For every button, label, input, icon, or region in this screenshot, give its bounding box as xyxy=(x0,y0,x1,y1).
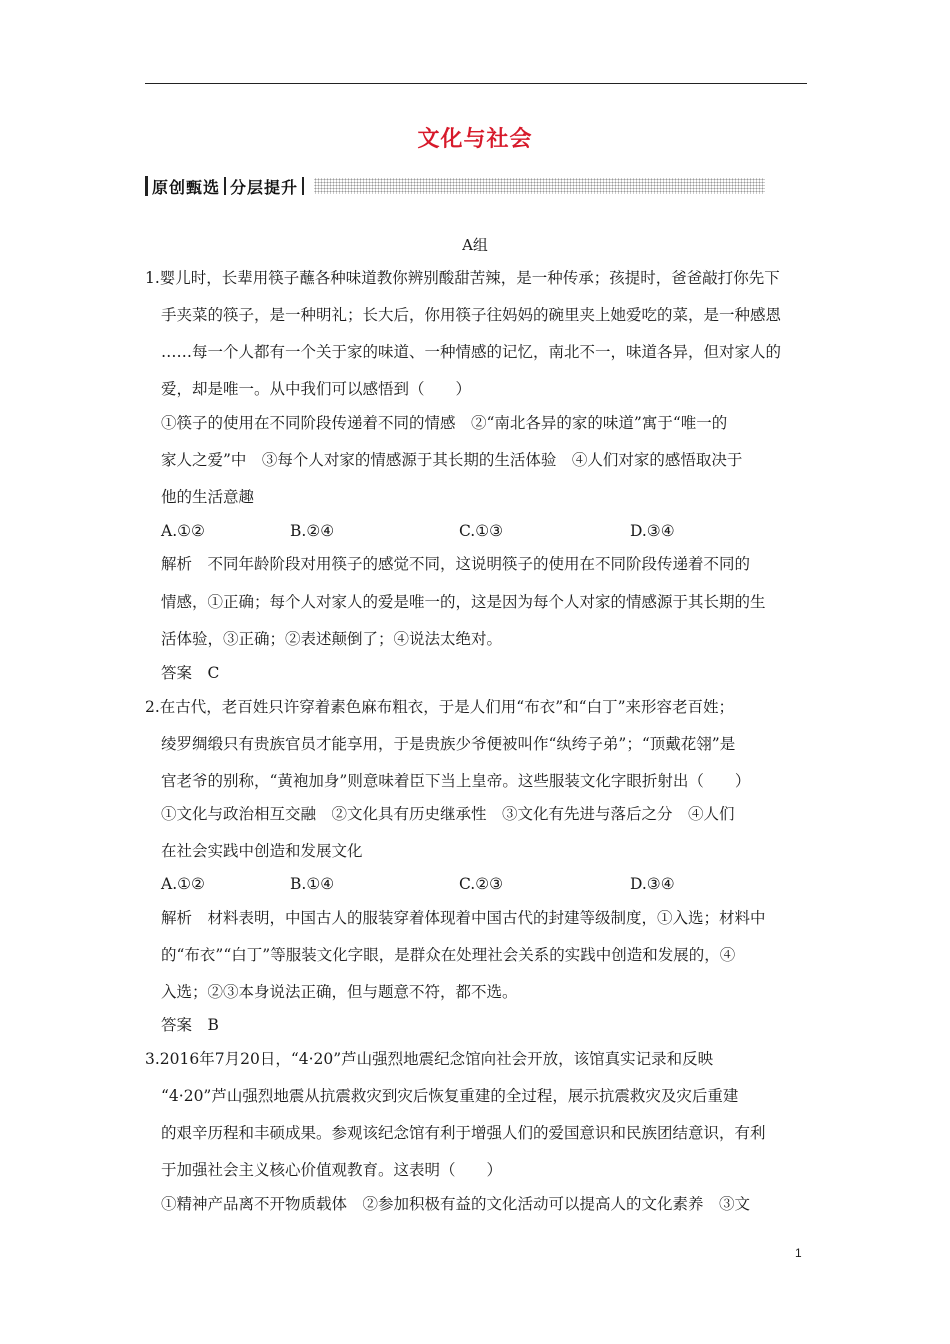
q1-stem-line: 手夹菜的筷子，是一种明礼；长大后，你用筷子往妈妈的碗里夹上她爱吃的菜，是一种感恩 xyxy=(161,306,782,324)
q2-analysis-line: 入选；②③本身说法正确，但与题意不符，都不选。 xyxy=(161,983,518,1001)
page-title: 文化与社会 xyxy=(417,126,533,152)
q3-stem-line: 的艰辛历程和丰硕成果。参观该纪念馆有利于增强人们的爱国意识和民族团结意识，有利 xyxy=(161,1124,766,1142)
banner-separator xyxy=(302,177,304,195)
banner-dot-pattern xyxy=(314,178,765,194)
q2-option-a: A.①② xyxy=(161,875,205,893)
q2-option-d: D.③④ xyxy=(630,875,675,893)
banner-bar xyxy=(145,176,148,196)
q2-stem-line: 绫罗绸缎只有贵族官员才能享用，于是贵族少爷便被叫作“纨绔子弟”；“顶戴花翎”是 xyxy=(161,735,736,753)
q1-option-c: C.①③ xyxy=(459,522,504,540)
q1-statement-line: ①筷子的使用在不同阶段传递着不同的情感 ②“南北各异的家的味道”寓于“唯一的 xyxy=(161,414,728,432)
q2-stem-line: 官老爷的别称，“黄袍加身”则意味着臣下当上皇帝。这些服装文化字眼折射出（ ） xyxy=(161,772,751,790)
q1-statement-line: 他的生活意趣 xyxy=(161,488,255,506)
q1-stem-line: 爱，却是唯一。从中我们可以感悟到（ ） xyxy=(161,380,472,398)
banner-separator xyxy=(224,177,226,195)
q1-statement-line: 家人之爱”中 ③每个人对家的情感源于其长期的生活体验 ④人们对家的感悟取决于 xyxy=(161,451,743,469)
q3-stem-line: 3.2016年7月20日，“4·20”芦山强烈地震纪念馆向社会开放，该馆真实记录和反映 xyxy=(145,1050,714,1068)
q3-stem-line: 于加强社会主义核心价值观教育。这表明（ ） xyxy=(161,1161,503,1179)
q1-answer: 答案 C xyxy=(161,664,220,682)
q1-analysis-line: 活体验，③正确；②表述颠倒了；④说法太绝对。 xyxy=(161,630,503,648)
q1-option-b: B.②④ xyxy=(290,522,335,540)
q1-analysis-line: 情感，①正确；每个人对家人的爱是唯一的，这是因为每个人对家的情感源于其长期的生 xyxy=(161,593,766,611)
q2-option-b: B.①④ xyxy=(290,875,335,893)
q1-stem-line: 1.婴儿时，长辈用筷子蘸各种味道教你辨别酸甜苦辣，是一种传承；孩提时，爸爸敲打你先下 xyxy=(145,269,780,287)
q1-analysis-line: 解析 不同年龄阶段对用筷子的感觉不同，这说明筷子的使用在不同阶段传递着不同的 xyxy=(161,555,751,573)
q1-stem-line: ……每一个人都有一个关于家的味道、一种情感的记忆，南北不一，味道各异，但对家人的 xyxy=(161,343,782,361)
q2-stem-line: 2.在古代，老百姓只许穿着素色麻布粗衣，于是人们用“布衣”和“白丁”来形容老百姓； xyxy=(145,698,734,716)
banner-tag-original: 原创甄选 xyxy=(152,177,221,197)
banner-tag-layered: 分层提升 xyxy=(230,177,299,197)
q1-option-d: D.③④ xyxy=(630,522,675,540)
q2-statement-line: ①文化与政治相互交融 ②文化具有历史继承性 ③文化有先进与落后之分 ④人们 xyxy=(161,805,735,823)
q2-analysis-line: 解析 材料表明，中国古人的服装穿着体现着中国古代的封建等级制度，①入选；材料中 xyxy=(161,909,766,927)
header-rule xyxy=(145,83,807,84)
q3-statement-line: ①精神产品离不开物质载体 ②参加积极有益的文化活动可以提高人的文化素养 ③文 xyxy=(161,1195,751,1213)
section-banner xyxy=(145,174,765,198)
q3-stem-line: “4·20”芦山强烈地震从抗震救灾到灾后恢复重建的全过程，展示抗震救灾及灾后重建 xyxy=(161,1087,739,1105)
q1-option-a: A.①② xyxy=(161,522,205,540)
q2-analysis-line: 的“布衣”“白丁”等服装文化字眼，是群众在处理社会关系的实践中创造和发展的，④ xyxy=(161,946,736,964)
q2-answer: 答案 B xyxy=(161,1016,219,1034)
page-number: 1 xyxy=(795,1246,802,1260)
q2-option-c: C.②③ xyxy=(459,875,504,893)
group-heading: A组 xyxy=(462,236,488,254)
q2-statement-line: 在社会实践中创造和发展文化 xyxy=(161,842,363,860)
